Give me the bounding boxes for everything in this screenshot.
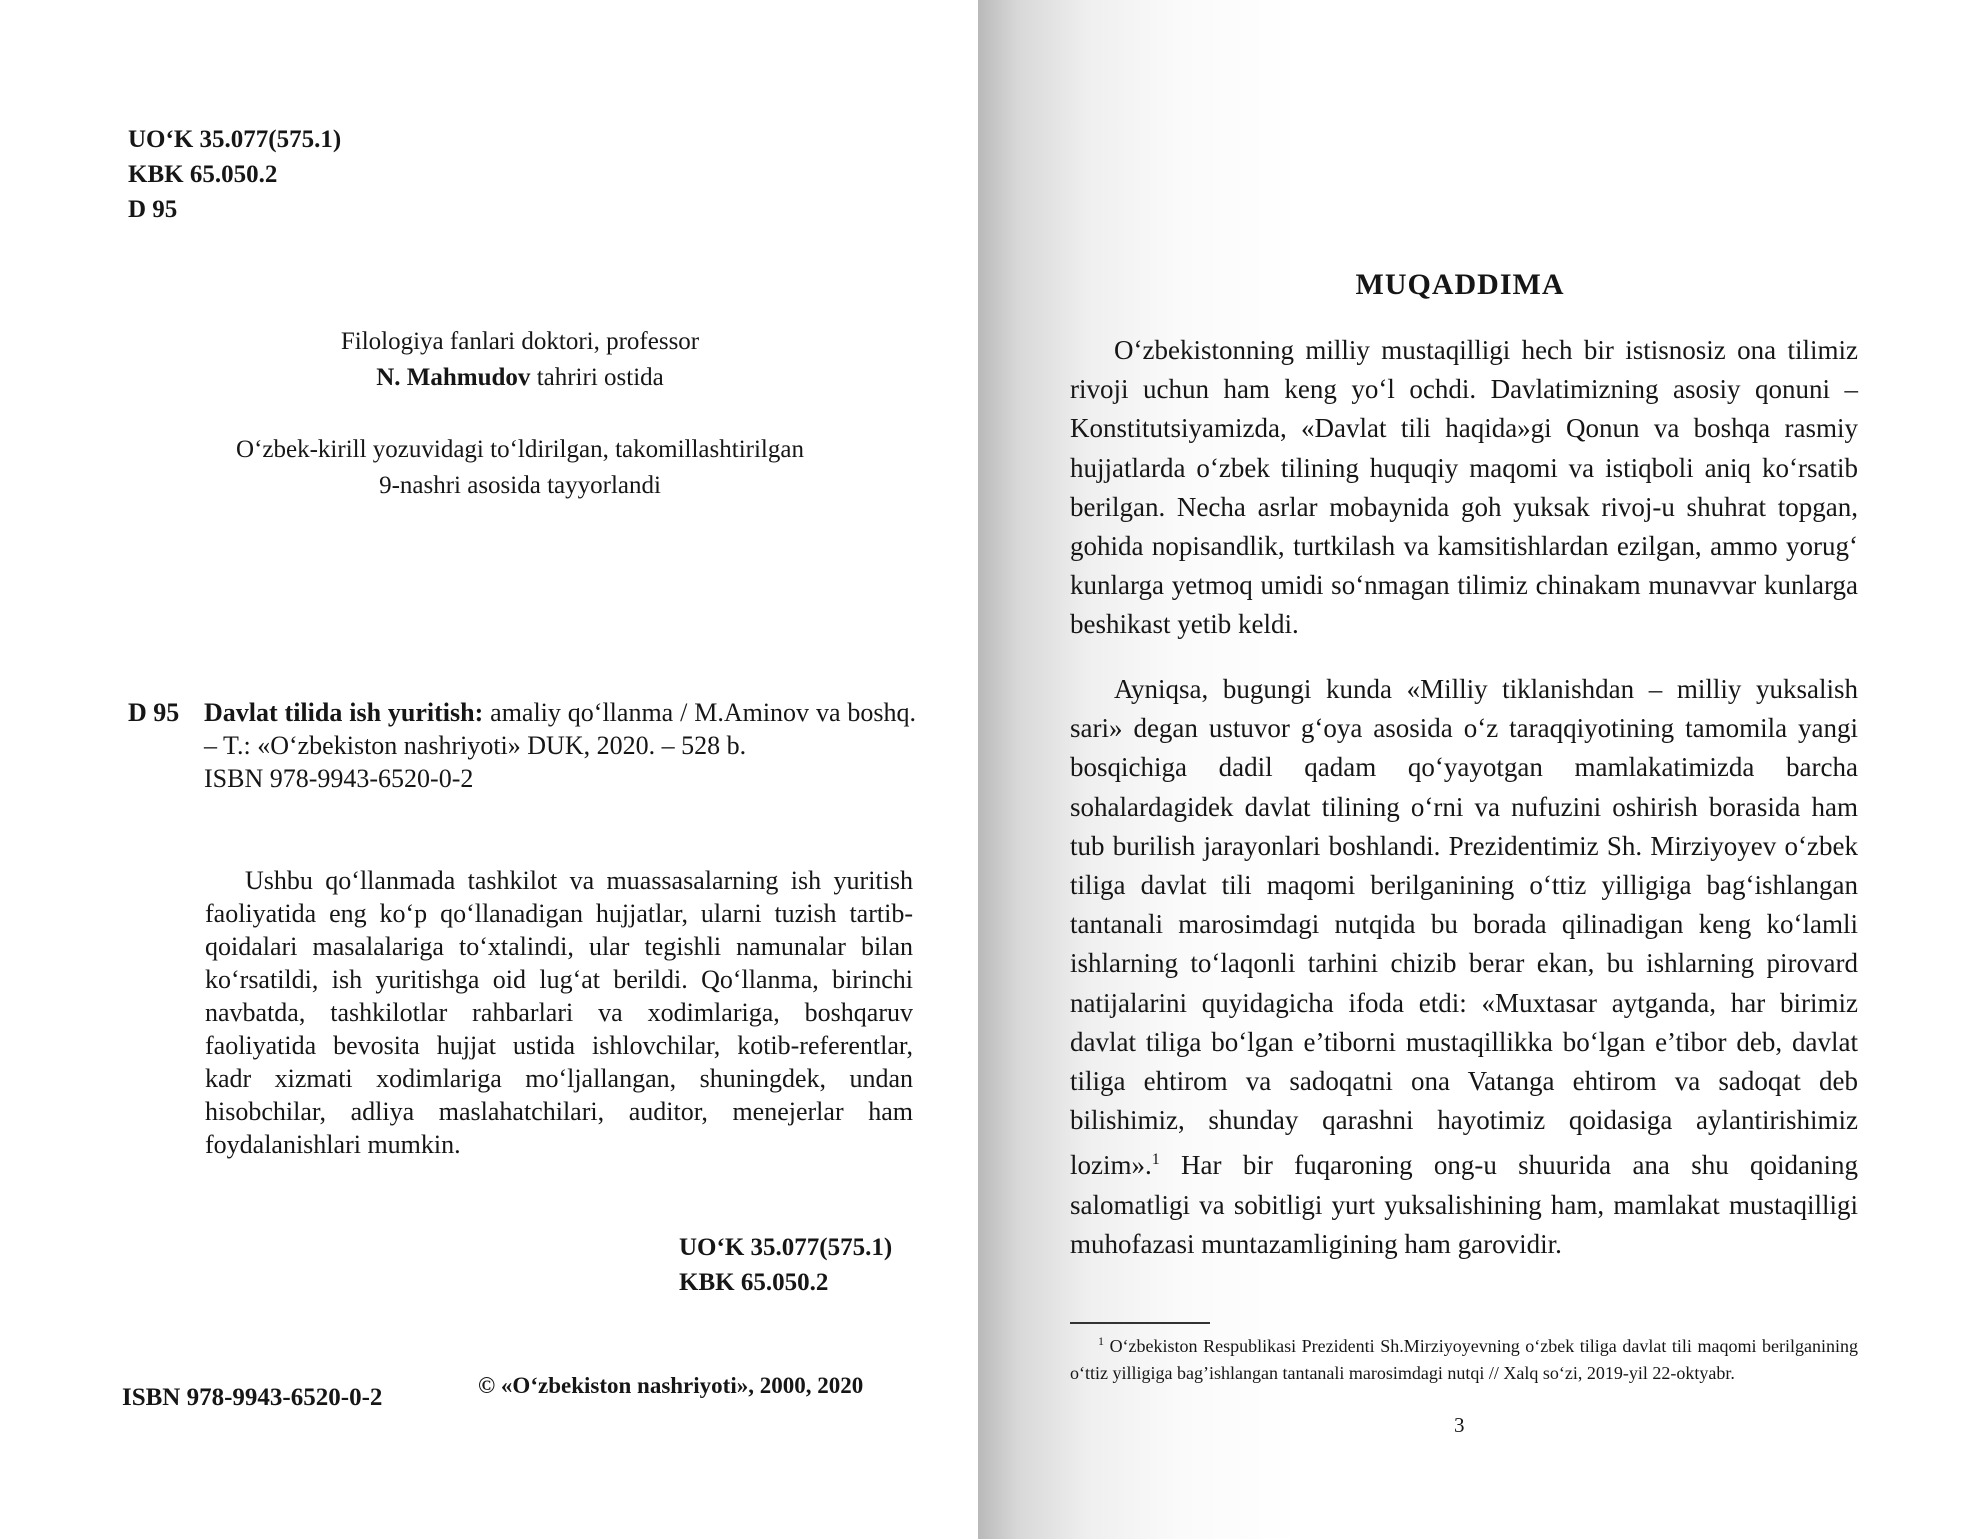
biblio-details: amaliy qo‘llanma / M.Aminov va boshq. – T.: «O‘zbekiston nashriyoti» DUK, 2020. – 528 b. (204, 698, 916, 760)
isbn: ISBN 978-9943-6520-0-2 (122, 1384, 383, 1411)
abstract-paragraph: Ushbu qo‘llanmada tashkilot va muassasalarning ish yuritish faoliyatida eng ko‘p qo‘llanadigan hujjatlar, ularni tuzish tartib-qoidalari masalalariga to‘xtalindi, ular tegishli namunalar bilan ko‘rsatildi, ish yuritishga oid lug‘at berildi. Qo‘llanma, birinchi navbatda, tashkilotlar rahbarlari va xodimlariga, boshqaruv faoliyatida bevosita hujjat ustida ishlovchilar, kotib-referentlar, kadr xizmati xodimlariga mo‘ljallangan, shuningdek, undan hisobchilar, adliya maslahatchilari, auditor, menejerlar ham foydalanishlari mumkin. (205, 866, 913, 1159)
chapter-heading: MUQADDIMA (1355, 268, 1565, 301)
left-page (0, 0, 978, 1539)
bibliographic-record (128, 696, 916, 795)
editor-title: Filologiya fanlari doktori, professor (340, 328, 700, 355)
biblio-body (204, 696, 916, 795)
footnote-divider (1070, 1322, 1210, 1324)
paragraph-2-continuation: Har bir fuqaroning ong-u shuurida ana shu qoidaning salomatligi va sobitligi yurt yuksalishining ham, mamlakat mustaqilligi muhofazasi muntazamligining ham garovidir. (1070, 1150, 1858, 1259)
footnote-marker: 1 (1151, 1151, 1160, 1169)
kbk-code-bottom: KBK 65.050.2 (679, 1269, 829, 1296)
edition-basis (110, 432, 930, 504)
editor-suffix: tahriri ostida (530, 364, 664, 391)
editor-credit (110, 324, 930, 396)
udc-code: UO‘K 35.077(575.1) (128, 126, 342, 153)
page-number: 3 (1454, 1413, 1465, 1437)
biblio-isbn: ISBN 978-9943-6520-0-2 (204, 764, 474, 793)
basis-line-1: O‘zbek-kirill yozuvidagi to‘ldirilgan, takomillashtirilgan (236, 436, 804, 463)
copyright: © «O‘zbekiston nashriyoti», 2000, 2020 (478, 1373, 864, 1398)
editor-line (110, 360, 930, 396)
author-mark: D 95 (128, 196, 178, 223)
paragraph-2-text: Ayniqsa, bugungi kunda «Milliy tiklanishdan – milliy yuksalish sari» degan ustuvor g‘oya asosida o‘z taraqqiyotining tamomila yangi bosqichiga dadil qadam qo‘yayotgan mamlakatimizda barcha sohalardagidek davlat tilining o‘rni va nufuzini oshirish borasida ham tub burilish jarayonlari boshlandi. Prezidentimiz Sh. Mirziyoyev o‘zbek tiliga davlat tili maqomi berilganining o‘ttiz yilligiga bag‘ishlangan tantanali marosimdagi nutqida bu borada qilinadigan keng ko‘lamli ishlarning to‘laqonli tarhini chizib berar ekan, bu ishlarning pirovard natijalarini quyidagicha ifoda etdi: «Muxtasar aytganda, har birimiz davlat tiliga bo‘lgan e’tiborni mustaqillikka bo‘lgan e’tibor deb, davlat tiliga ehtirom va sadoqatni ona Vatanga ehtirom va sadoqat deb bilishimiz, shunday qarashni hayotimiz qoidasiga aylantirishimiz lozim». (1070, 674, 1858, 1181)
biblio-title: Davlat tilida ish yuritish: (204, 698, 484, 727)
classification-codes (128, 122, 341, 227)
footnote-number: 1 (1098, 1334, 1104, 1348)
footnote-text: O‘zbekiston Respublikasi Prezidenti Sh.Mirziyoyevning o‘zbek tiliga davlat tili maqomi berilganining o‘ttiz yilligiga bag’ishlangan tantanali marosimdagi nutqi // Xalq so‘zi, 2019-yil 22-oktyabr. (1070, 1336, 1858, 1383)
udc-code-bottom: UO‘K 35.077(575.1) (679, 1234, 893, 1261)
intro-paragraph-1: O‘zbekistonning milliy mustaqilligi hech bir istisnosiz ona tilimiz rivoji uchun ham keng yo‘l ochdi. Davlatimizning asosiy qonuni – Konstitutsiyamizda, «Davlat tili haqida»gi Qonun va boshqa rasmiy hujjatlarda o‘zbek tilining huquqiy maqomi va istiqboli aniq ko‘rsatib berilgan. Necha asrlar mobaynida goh yuksak rivoj-u shuhrat topgan, gohida nopisandlik, turtkilash va kamsitishlardan ezilgan, ammo yorug‘ kunlarga yetmoq umidi so‘nmagan tilimiz chinakam munavvar kunlarga beshikast yetib keldi. (1070, 335, 1858, 640)
footnote (1070, 1328, 1858, 1387)
kbk-code: KBK 65.050.2 (128, 161, 278, 188)
basis-line-2: 9-nashri asosida tayyorlandi (379, 472, 661, 499)
intro-paragraph-2 (1070, 670, 1858, 1264)
biblio-code: D 95 (128, 698, 180, 727)
bottom-classification-codes (679, 1230, 892, 1300)
editor-name: N. Mahmudov (376, 364, 531, 391)
biblio-description (204, 696, 916, 762)
